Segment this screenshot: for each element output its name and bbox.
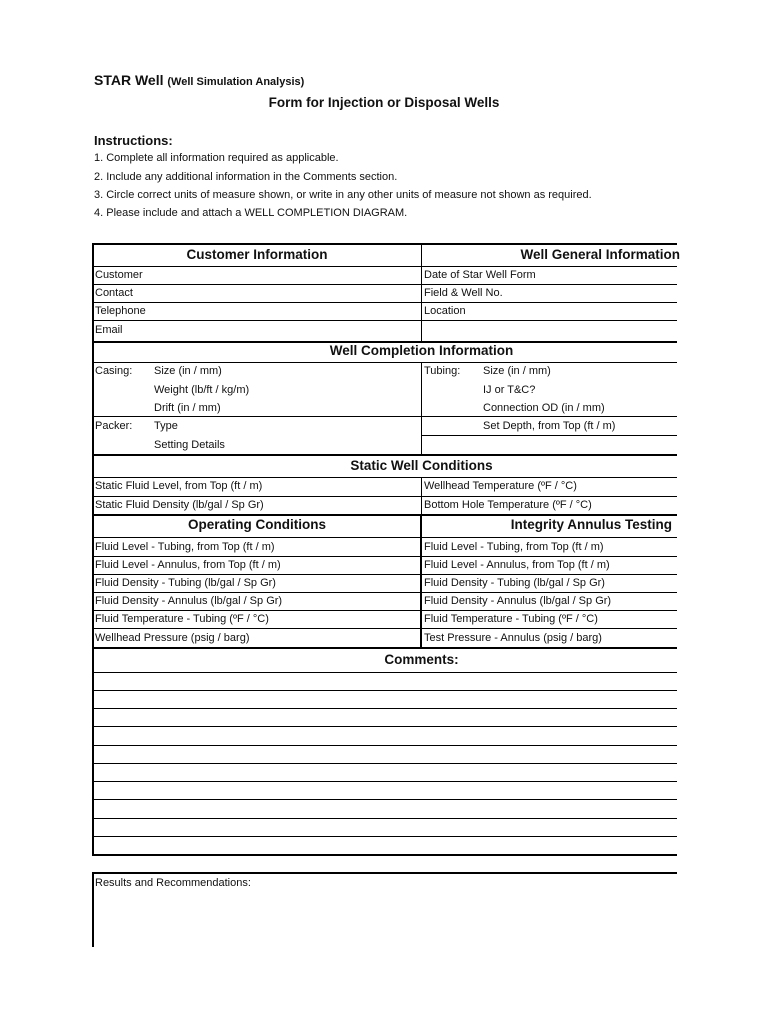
integrity-field: Fluid Density - Tubing (lb/gal / Sp Gr) xyxy=(424,577,605,589)
comment-line xyxy=(92,672,677,673)
app-title: STAR Well xyxy=(94,72,164,88)
operating-field: Wellhead Pressure (psig / barg) xyxy=(95,632,250,644)
static-conditions-heading: Static Well Conditions xyxy=(350,458,493,473)
static-fluid-level-label: Static Fluid Level, from Top (ft / m) xyxy=(95,480,263,492)
casing-drift-label: Drift (in / mm) xyxy=(154,402,221,414)
casing-size-label: Size (in / mm) xyxy=(154,365,222,377)
operating-conditions-heading: Operating Conditions xyxy=(188,517,326,532)
comment-line xyxy=(92,690,677,691)
casing-label: Casing: xyxy=(95,365,133,377)
column-divider xyxy=(421,243,422,342)
customer-label: Customer xyxy=(95,269,143,281)
row-line xyxy=(92,302,677,303)
static-fluid-density-label: Static Fluid Density (lb/gal / Sp Gr) xyxy=(95,499,264,511)
app-subtitle: (Well Simulation Analysis) xyxy=(167,76,305,88)
wellhead-temperature-label: Wellhead Temperature (ºF / °C) xyxy=(424,480,577,492)
comment-line xyxy=(92,763,677,764)
table-border xyxy=(92,243,677,245)
field-well-label: Field & Well No. xyxy=(424,287,503,299)
operating-field: Fluid Level - Tubing, from Top (ft / m) xyxy=(95,541,275,553)
contact-label: Contact xyxy=(95,287,133,299)
tubing-label: Tubing: xyxy=(424,365,461,377)
casing-weight-label: Weight (lb/ft / kg/m) xyxy=(154,384,250,396)
instruction-item: 3. Circle correct units of measure shown, or write in any other units of measure not shown as required. xyxy=(94,189,592,201)
packer-setting-label: Setting Details xyxy=(154,439,225,451)
email-label: Email xyxy=(95,324,123,336)
comment-line xyxy=(92,836,677,837)
well-general-heading: Well General Information xyxy=(520,247,680,262)
row-line xyxy=(92,284,677,285)
results-box-border xyxy=(92,872,94,947)
integrity-field: Test Pressure - Annulus (psig / barg) xyxy=(424,632,602,644)
well-completion-heading: Well Completion Information xyxy=(329,343,514,358)
location-label: Location xyxy=(424,305,466,317)
integrity-field: Fluid Level - Tubing, from Top (ft / m) xyxy=(424,541,604,553)
operating-field: Fluid Density - Annulus (lb/gal / Sp Gr) xyxy=(95,595,283,607)
comments-heading: Comments: xyxy=(384,652,459,667)
customer-info-heading: Customer Information xyxy=(186,247,328,262)
table-border xyxy=(92,854,677,856)
comment-line xyxy=(92,799,677,800)
instruction-item: 2. Include any additional information in the Comments section. xyxy=(94,171,398,183)
instruction-item: 4. Please include and attach a WELL COMPLETION DIAGRAM. xyxy=(94,207,408,219)
comment-line xyxy=(92,708,677,709)
instructions-heading: Instructions: xyxy=(94,133,173,148)
results-heading: Results and Recommendations: xyxy=(95,877,251,889)
row-line xyxy=(92,320,677,321)
operating-field: Fluid Temperature - Tubing (ºF / °C) xyxy=(95,613,269,625)
tubing-size-label: Size (in / mm) xyxy=(483,365,551,377)
table-border xyxy=(92,243,94,856)
tubing-connection-od-label: Connection OD (in / mm) xyxy=(483,402,605,414)
tubing-set-depth-label: Set Depth, from Top (ft / m) xyxy=(483,420,616,432)
integrity-testing-heading: Integrity Annulus Testing xyxy=(510,517,672,532)
comment-line xyxy=(92,781,677,782)
section-line xyxy=(92,514,677,516)
telephone-label: Telephone xyxy=(95,305,146,317)
form-date-label: Date of Star Well Form xyxy=(424,269,536,281)
comment-line xyxy=(92,745,677,746)
integrity-field: Fluid Level - Annulus, from Top (ft / m) xyxy=(424,559,610,571)
form-title: Form for Injection or Disposal Wells xyxy=(268,95,500,110)
operating-field: Fluid Density - Tubing (lb/gal / Sp Gr) xyxy=(95,577,276,589)
packer-label: Packer: xyxy=(95,420,133,432)
tubing-connection-type-label: IJ or T&C? xyxy=(483,384,536,396)
section-line xyxy=(92,647,677,649)
section-line xyxy=(92,454,677,456)
row-line xyxy=(422,435,677,436)
operating-field: Fluid Level - Annulus, from Top (ft / m) xyxy=(95,559,281,571)
integrity-field: Fluid Temperature - Tubing (ºF / °C) xyxy=(424,613,598,625)
bottom-hole-temperature-label: Bottom Hole Temperature (ºF / °C) xyxy=(424,499,592,511)
packer-type-label: Type xyxy=(154,420,178,432)
integrity-field: Fluid Density - Annulus (lb/gal / Sp Gr) xyxy=(424,595,612,607)
comment-line xyxy=(92,818,677,819)
instruction-item: 1. Complete all information required as applicable. xyxy=(94,152,339,164)
form-header xyxy=(94,72,304,88)
comment-line xyxy=(92,726,677,727)
column-divider xyxy=(421,362,422,454)
row-line xyxy=(92,266,677,267)
